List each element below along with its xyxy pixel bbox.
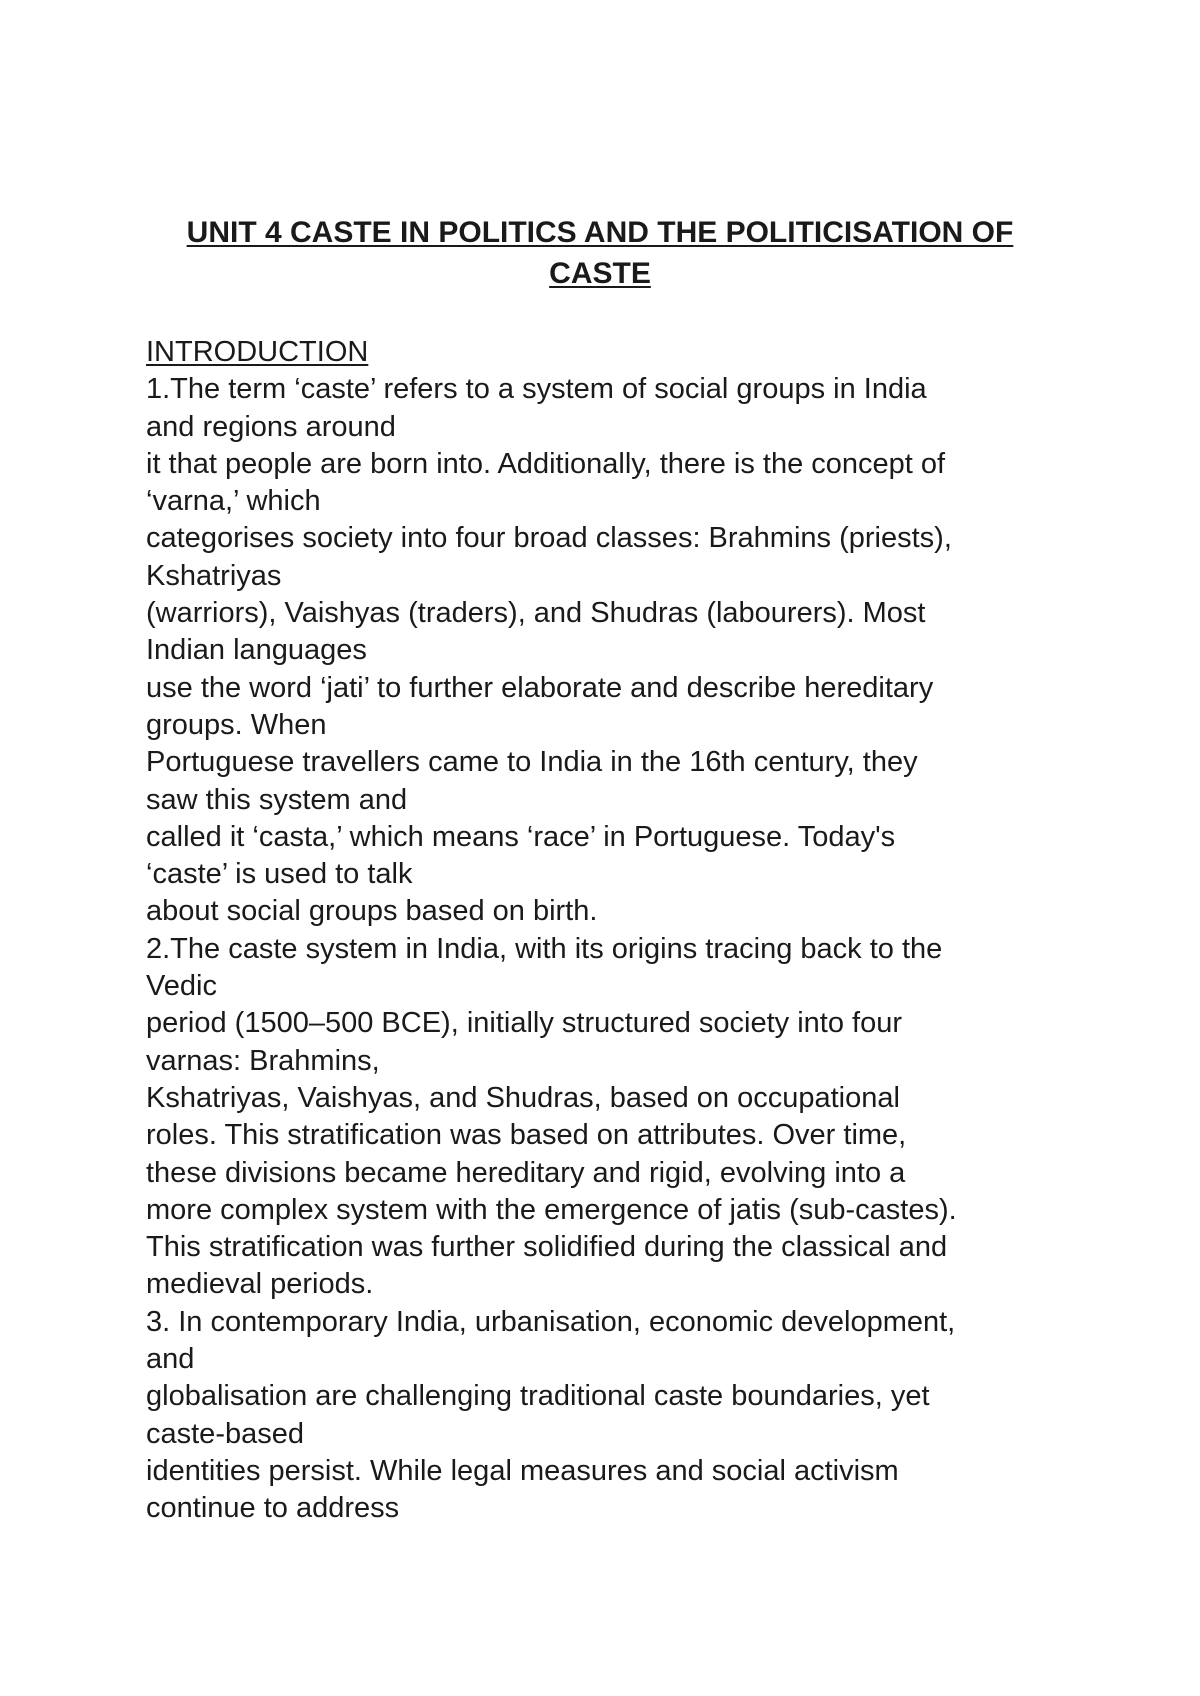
body-line: Kshatriyas [146, 559, 282, 592]
section-heading: INTRODUCTION [146, 336, 369, 368]
body-line: This stratification was further solidified during the classical and [146, 1231, 948, 1264]
body-line: ‘caste’ is used to talk [146, 858, 413, 891]
body-line: these divisions became hereditary and rigid, evolving into a [146, 1156, 906, 1189]
body-line: Portuguese travellers came to India in the 16th century, they [146, 746, 918, 779]
body-line: identities persist. While legal measures and social activism [146, 1454, 899, 1487]
body-line: saw this system and [146, 783, 408, 816]
body-line: 3. In contemporary India, urbanisation, economic development, [146, 1305, 956, 1338]
title-line-2: CASTE [549, 257, 651, 290]
body-line: use the word ‘jati’ to further elaborate and describe hereditary [146, 671, 934, 704]
body-line: globalisation are challenging traditional caste boundaries, yet [146, 1380, 930, 1413]
body-line: ‘varna,’ which [146, 485, 321, 518]
body-line: caste-based [146, 1417, 304, 1450]
body-line: Indian languages [146, 634, 367, 667]
document-body [146, 334, 1096, 1528]
body-line: continue to address [146, 1492, 400, 1525]
body-line: more complex system with the emergence of jatis (sub-castes). [146, 1193, 957, 1226]
body-line: 1.The term ‘caste’ refers to a system of social groups in India [146, 373, 927, 406]
body-line: and regions around [146, 410, 396, 443]
document-title [140, 212, 1060, 294]
body-line: about social groups based on birth. [146, 895, 598, 928]
body-line: medieval periods. [146, 1268, 374, 1301]
body-line: it that people are born into. Additionally, there is the concept of [146, 447, 946, 480]
body-line: groups. When [146, 708, 327, 741]
body-line: Vedic [146, 970, 217, 1003]
body-line: categorises society into four broad classes: Brahmins (priests), [146, 522, 952, 555]
body-line: Kshatriyas, Vaishyas, and Shudras, based on occupational [146, 1081, 900, 1114]
body-line: roles. This stratification was based on attributes. Over time, [146, 1119, 907, 1152]
title-line-1: UNIT 4 CASTE IN POLITICS AND THE POLITICISATION OF [186, 216, 1014, 249]
body-line: (warriors), Vaishyas (traders), and Shudras (labourers). Most [146, 597, 926, 630]
body-line: period (1500–500 BCE), initially structured society into four [146, 1007, 902, 1040]
body-line: varnas: Brahmins, [146, 1044, 380, 1077]
body-line: and [146, 1343, 195, 1376]
body-line: 2.The caste system in India, with its origins tracing back to the [146, 932, 943, 965]
body-line: called it ‘casta,’ which means ‘race’ in Portuguese. Today's [146, 820, 896, 853]
